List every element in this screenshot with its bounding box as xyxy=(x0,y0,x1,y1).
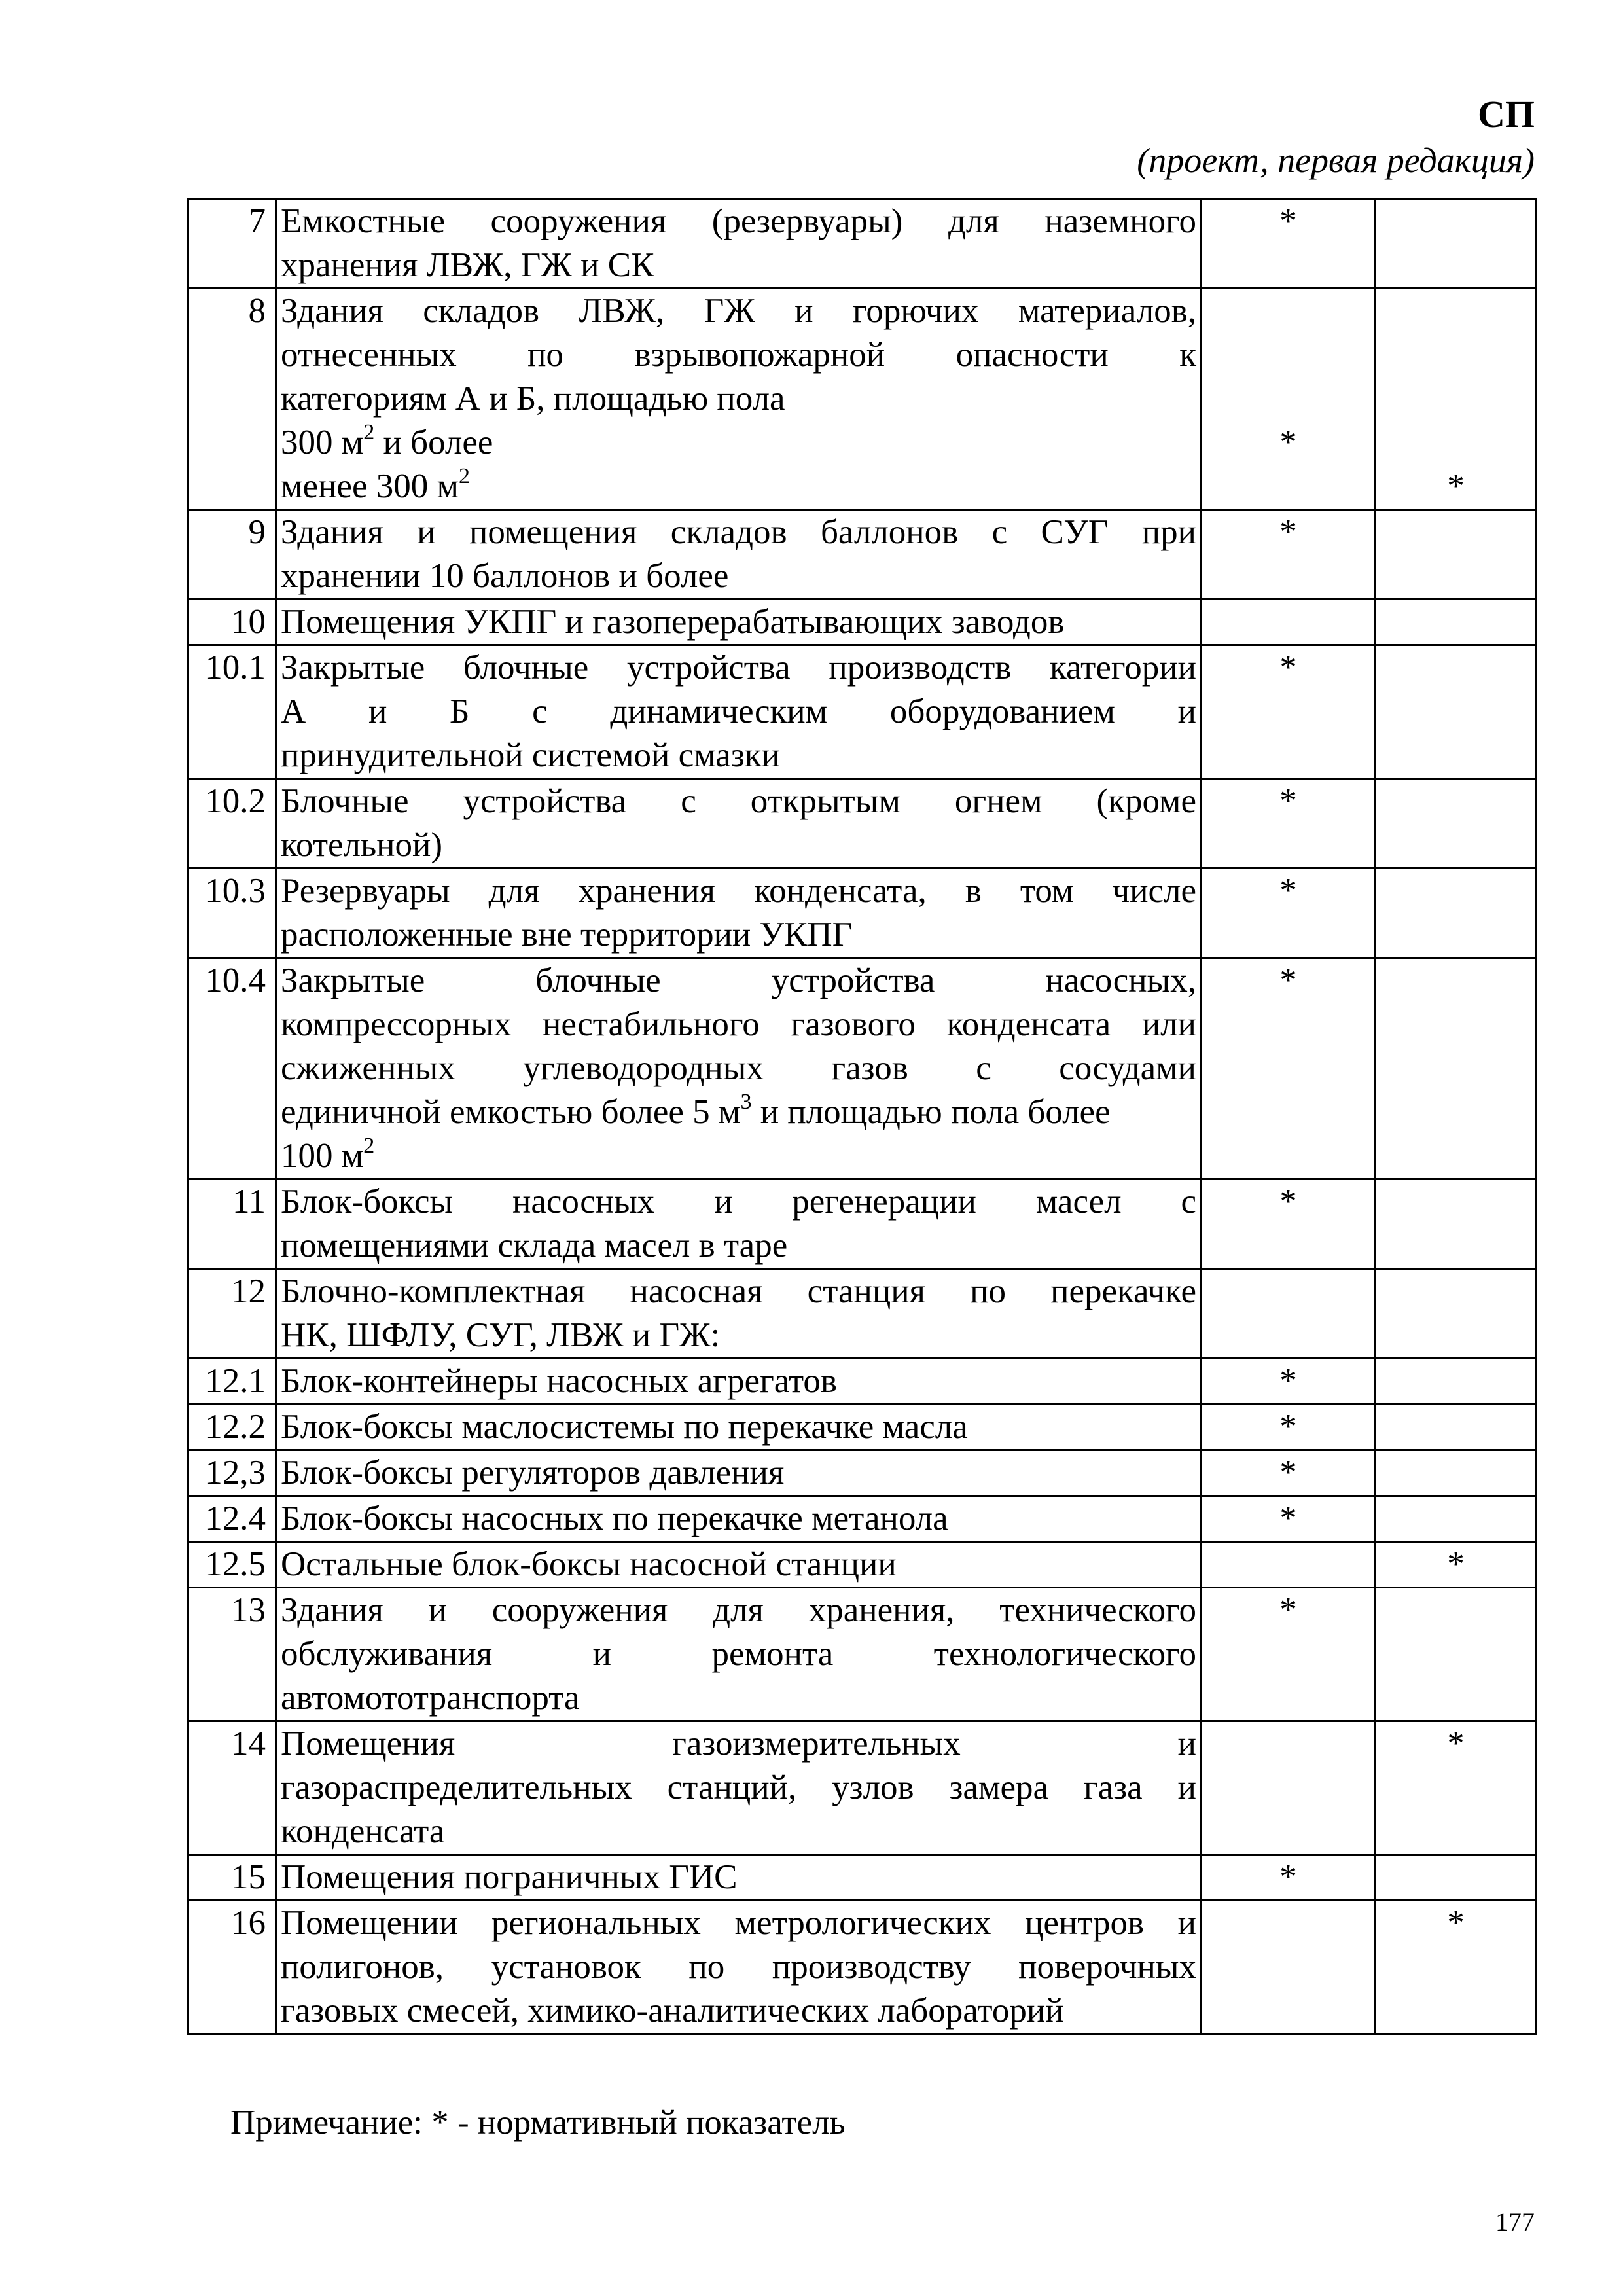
table-row xyxy=(188,1855,1537,1901)
row-number: 10.1 xyxy=(188,645,276,779)
row-number: 15 xyxy=(188,1855,276,1901)
norms-table xyxy=(187,198,1537,2035)
mark-column-b xyxy=(1376,510,1537,600)
mark-column-a: * xyxy=(1202,199,1376,289)
row-number: 11 xyxy=(188,1179,276,1269)
mark-column-a: * xyxy=(1202,1405,1376,1450)
row-number: 12.4 xyxy=(188,1496,276,1542)
table-row xyxy=(188,1901,1537,2034)
table-row xyxy=(188,645,1537,779)
table-row xyxy=(188,289,1537,510)
mark-column-a xyxy=(1202,1901,1376,2034)
row-description: Здания складов ЛВЖ, ГЖ и горючих материалов, отнесенных по взрывопожарной опасности к категориям А и Б, площадью пола 300 $м^2$ и более менее 300 $м^2$ xyxy=(276,289,1202,510)
row-number: 10.3 xyxy=(188,869,276,958)
mark-column-b xyxy=(1376,779,1537,869)
table-row xyxy=(188,1359,1537,1405)
row-description: Блочные устройства с открытым огнем (кроме котельной) xyxy=(276,779,1202,869)
mark-column-a: * xyxy=(1202,1359,1376,1405)
mark-column-b xyxy=(1376,1450,1537,1496)
row-description: Помещения газоизмерительных и газораспределительных станций, узлов замера газа и конденсата xyxy=(276,1721,1202,1855)
row-description: Емкостные сооружения (резервуары) для наземного хранения ЛВЖ, ГЖ и СК xyxy=(276,199,1202,289)
mark-column-a: * xyxy=(1202,510,1376,600)
mark-column-a: * xyxy=(1202,958,1376,1179)
row-description: Остальные блок-боксы насосной станции xyxy=(276,1542,1202,1588)
row-number: 8 xyxy=(188,289,276,510)
row-description: Резервуары для хранения конденсата, в том числе расположенные вне территории УКПГ xyxy=(276,869,1202,958)
mark-column-b: * xyxy=(1376,1542,1537,1588)
mark-column-b xyxy=(1376,869,1537,958)
mark-column-a: * xyxy=(1202,645,1376,779)
table-row xyxy=(188,779,1537,869)
mark-column-b xyxy=(1376,1496,1537,1542)
row-description: Блок-боксы насосных и регенерации масел с помещениями склада масел в таре xyxy=(276,1179,1202,1269)
page-number: 177 xyxy=(1495,2207,1535,2236)
mark-column-b xyxy=(1376,1179,1537,1269)
table-row xyxy=(188,869,1537,958)
row-number: 10.2 xyxy=(188,779,276,869)
mark-column-a xyxy=(1202,1542,1376,1588)
table-row xyxy=(188,1179,1537,1269)
row-description: Закрытые блочные устройства производств категории А и Б с динамическим оборудованием и принудительной системой смазки xyxy=(276,645,1202,779)
row-description: Помещения пограничных ГИС xyxy=(276,1855,1202,1901)
mark-column-a: * xyxy=(1202,779,1376,869)
table-row xyxy=(188,510,1537,600)
row-number: 12 xyxy=(188,1269,276,1359)
mark-column-b xyxy=(1376,1405,1537,1450)
mark-column-b: * xyxy=(1376,1901,1537,2034)
row-description: Помещении региональных метрологических центров и полигонов, установок по производству поверочных газовых смесей, химико-аналитических лабораторий xyxy=(276,1901,1202,2034)
mark-column-b xyxy=(1376,645,1537,779)
row-number: 14 xyxy=(188,1721,276,1855)
mark-column-b: * xyxy=(1376,289,1537,510)
table-row xyxy=(188,1496,1537,1542)
row-number: 10.4 xyxy=(188,958,276,1179)
document-edition: (проект, первая редакция) xyxy=(1137,141,1535,180)
row-description: Блок-контейнеры насосных агрегатов xyxy=(276,1359,1202,1405)
row-number: 16 xyxy=(188,1901,276,2034)
area-less-300: менее 300 $м^2$ xyxy=(281,464,471,505)
row-number: 10 xyxy=(188,600,276,645)
area-300-or-more: 300 $м^2$ и более xyxy=(281,420,493,461)
mark-column-a xyxy=(1202,1269,1376,1359)
table-row xyxy=(188,1721,1537,1855)
table-row xyxy=(188,1405,1537,1450)
table-row xyxy=(188,199,1537,289)
mark-column-b xyxy=(1376,600,1537,645)
mark-column-b xyxy=(1376,958,1537,1179)
table-row xyxy=(188,1269,1537,1359)
row-number: 12.5 xyxy=(188,1542,276,1588)
row-description: Блок-боксы насосных по перекачке метанола xyxy=(276,1496,1202,1542)
row-number: 7 xyxy=(188,199,276,289)
mark-column-a: * xyxy=(1202,289,1376,510)
document-code: СП xyxy=(1478,93,1535,135)
row-number: 12.1 xyxy=(188,1359,276,1405)
mark-column-a xyxy=(1202,1721,1376,1855)
table-row xyxy=(188,600,1537,645)
table-row xyxy=(188,958,1537,1179)
table-note: Примечание: * - нормативный показатель xyxy=(230,2104,846,2142)
row-number: 13 xyxy=(188,1588,276,1721)
row-description: Закрытые блочные устройства насосных, компрессорных нестабильного газового конденсата или сжиженных углеводородных газов с сосудами единичной емкостью более 5 $м^3$ и площадью пола более 100 $м^2$ xyxy=(276,958,1202,1179)
row-number: 12,3 xyxy=(188,1450,276,1496)
row-description: Блочно-комплектная насосная станция по перекачке НК, ШФЛУ, СУГ, ЛВЖ и ГЖ: xyxy=(276,1269,1202,1359)
mark-column-a: * xyxy=(1202,1855,1376,1901)
mark-column-a: * xyxy=(1202,1179,1376,1269)
mark-column-b xyxy=(1376,1359,1537,1405)
row-number: 12.2 xyxy=(188,1405,276,1450)
mark-column-a: * xyxy=(1202,1496,1376,1542)
mark-column-b xyxy=(1376,1855,1537,1901)
mark-column-a: * xyxy=(1202,1588,1376,1721)
row-description: Блок-боксы маслосистемы по перекачке масла xyxy=(276,1405,1202,1450)
mark-column-a xyxy=(1202,600,1376,645)
mark-column-a: * xyxy=(1202,869,1376,958)
table-row xyxy=(188,1450,1537,1496)
row-description: Помещения УКПГ и газоперерабатывающих заводов xyxy=(276,600,1202,645)
table-row xyxy=(188,1542,1537,1588)
table-row xyxy=(188,1588,1537,1721)
mark-column-b xyxy=(1376,1269,1537,1359)
row-description: Здания и сооружения для хранения, технического обслуживания и ремонта технологического автомототранспорта xyxy=(276,1588,1202,1721)
row-description: Блок-боксы регуляторов давления xyxy=(276,1450,1202,1496)
mark-column-a: * xyxy=(1202,1450,1376,1496)
mark-column-b: * xyxy=(1376,1721,1537,1855)
mark-column-b xyxy=(1376,199,1537,289)
row-number: 9 xyxy=(188,510,276,600)
mark-column-b xyxy=(1376,1588,1537,1721)
row-description: Здания и помещения складов баллонов с СУГ при хранении 10 баллонов и более xyxy=(276,510,1202,600)
